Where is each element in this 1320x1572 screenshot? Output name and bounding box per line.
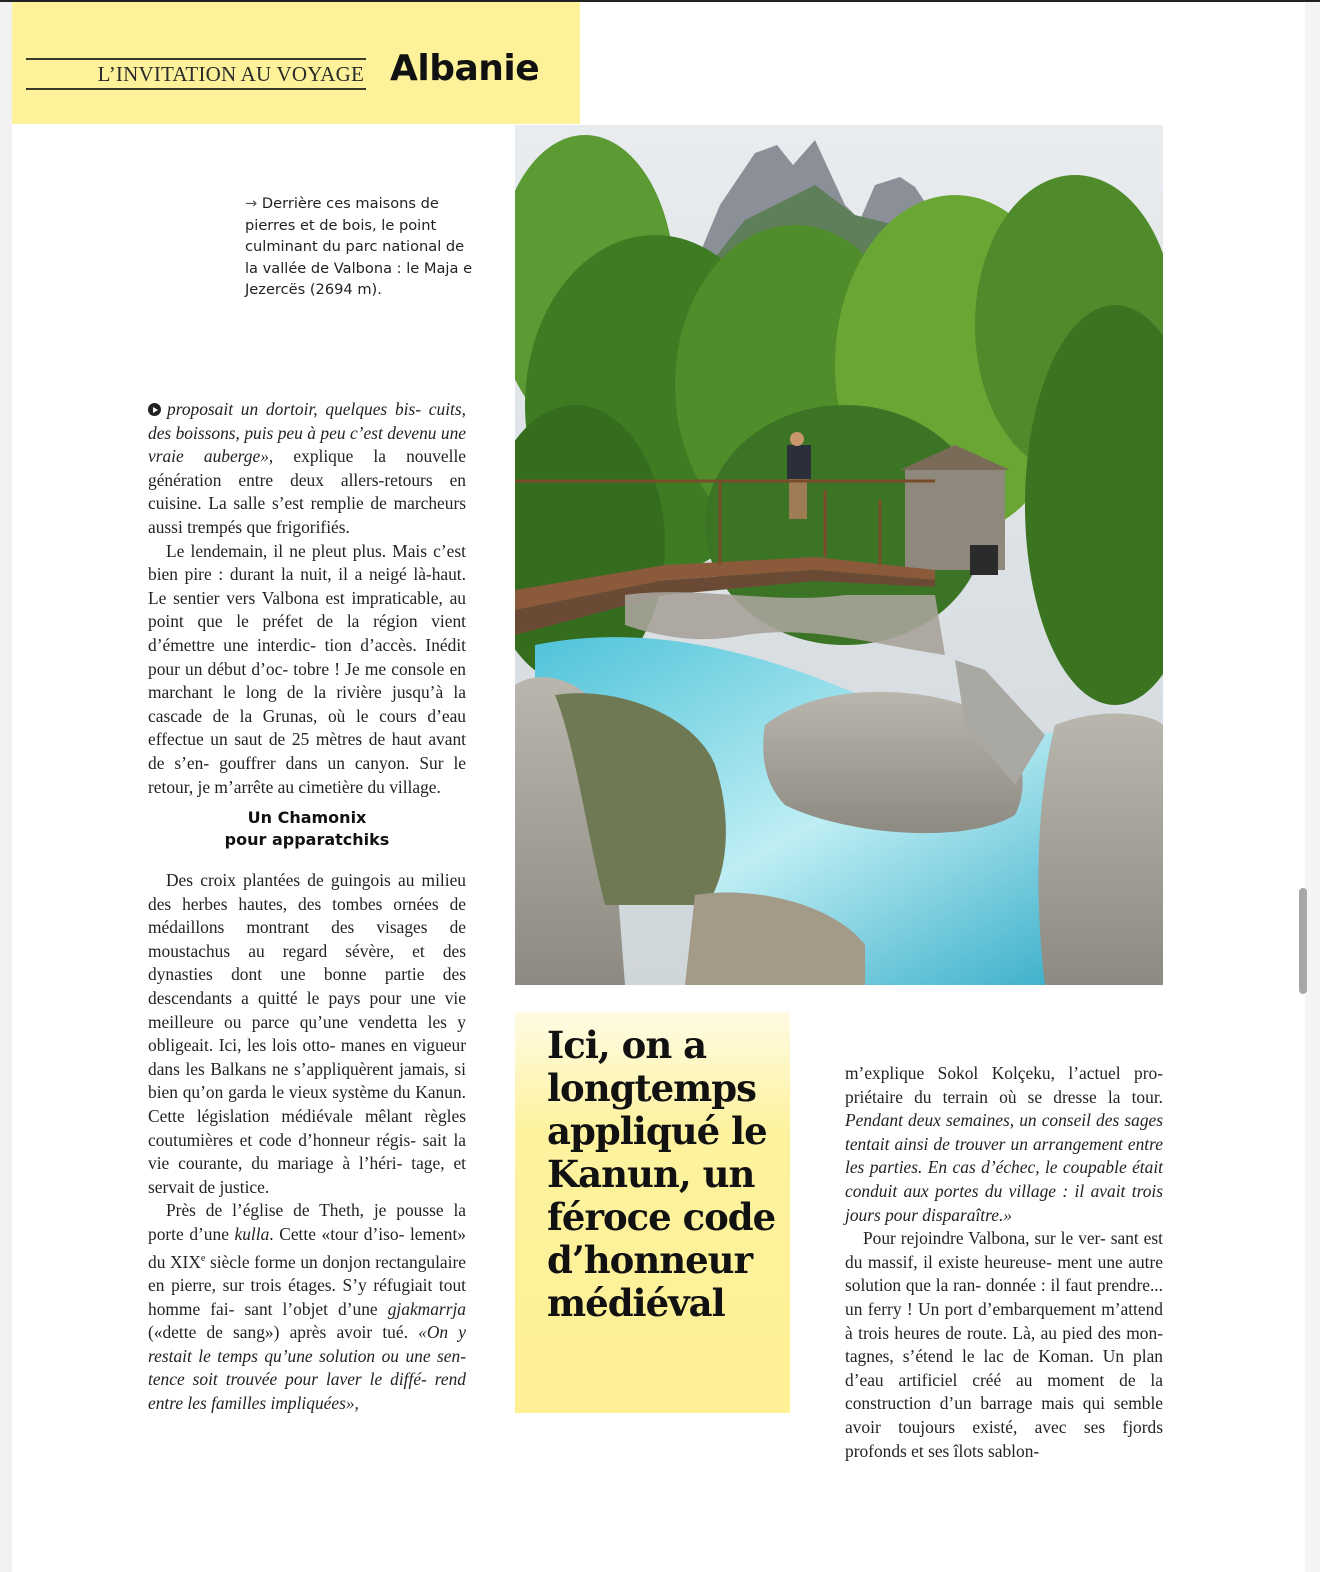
scrollbar-thumb[interactable] <box>1299 888 1307 994</box>
caption-text: Derrière ces maisons de pierres et de bois, le point culminant du parc national de la vallée de Valbona : le Maja e Jezercës (2694 m). <box>245 195 473 299</box>
article-column-right <box>845 1062 1163 1463</box>
subheading-line: pour apparatchiks <box>224 830 390 850</box>
paragraph-text: explique la nouvelle génération entre deux allers-retours en cuisine. La salle s’est remplie de marcheurs aussi trempés que frigorifiés. <box>148 446 466 537</box>
mountain-river-bridge-photo <box>515 125 1163 985</box>
paragraph: Pour rejoindre Valbona, sur le ver- sant est du massif, il existe heureuse- ment une autre solution que la ran- donnée : il faut prendre... un ferry ! Un port d’embarquement m’attend à trois heures de route. Là, au pied des mon- tagnes, s’étend le lac de Koman. Un plan d’eau artificiel créé au moment de la construction d’un barrage mais qui semble avoir toujours existé, avec ses fjords profonds et ses îlots sablon- <box>845 1228 1163 1461</box>
paragraph-text: Près de l’église de Theth, je pousse la porte d’une <box>148 1200 466 1244</box>
term-kulla: kulla <box>234 1224 270 1244</box>
section-kicker <box>26 58 366 90</box>
paragraph <box>148 1199 466 1415</box>
quote-italic: «On y restait le temps qu’une solution ou une sen- tence soit trouvée pour laver le diffé- rend entre les familles impliquées», <box>148 1322 466 1413</box>
quote-italic: proposait un dortoir, quelques bis- cuits, des boissons, puis peu à peu c’est devenu une vraie auberge», <box>148 399 466 467</box>
subheading-line: Un Chamonix <box>247 808 367 828</box>
subheading <box>148 807 466 851</box>
kicker-text: L’INVITATION AU VOYAGE <box>97 62 364 86</box>
continuation-bullet-icon <box>148 403 161 416</box>
paragraph: Le lendemain, il ne pleut plus. Mais c’est bien pire : durant la nuit, il a neigé là-haut. Le sentier vers Valbona est impraticable, au point que le préfet de la région vient d’émettre une interdic- tion d’accès. Inédit pour un début d’oc- tobre ! Je me console en marchant le long de la rivière jusqu’à la cascade de la Grunas, où le cours d’eau effectue un saut de 25 mètres de haut avant de s’en- gouffrer dans un canyon. Sur le retour, je m’arrête au cimetière du village. <box>148 540 466 797</box>
article-column-left <box>148 398 466 1416</box>
pull-quote-box <box>515 1012 790 1413</box>
quote-italic: Pendant deux semaines, un conseil des sages tentait ainsi de trouver un arrangement entre les parties. En cas d’échec, le coupable était conduit aux portes du village : il avait trois jours pour disparaître.» <box>845 1110 1163 1225</box>
pull-quote-text: Ici, on a longtemps appliqué le Kanun, un féroce code d’honneur médiéval <box>547 1023 776 1325</box>
paragraph <box>148 398 466 540</box>
header-band <box>12 2 580 124</box>
scrollbar-track[interactable] <box>1305 2 1320 1572</box>
paragraph-text: siècle forme un donjon rectangulaire en pierre, sur trois étages. S’y réfugiait tout homme fai- sant l’objet d’une <box>148 1251 466 1319</box>
paragraph-text: . Cette «tour d’iso- lement» du XIX <box>148 1224 466 1272</box>
paragraph <box>845 1062 1163 1227</box>
paragraph-text: m’explique Sokol Kolçeku, l’actuel pro- priétaire du terrain où se dresse la tour. <box>845 1063 1163 1107</box>
photo-caption <box>245 193 475 301</box>
paragraph: Des croix plantées de guingois au milieu des herbes hautes, des tombes ornées de médaillons montrant des visages de moustachus au regard sévère, et des dynasties dont une bonne partie des descendants a quitté le pays pour une vie meilleure ou parce qu’une vendetta les y obligeait. Ici, les lois otto- manes en vigueur dans les Balkans ne s’appliquèrent jamais, si bien qu’on garda le vieux système du Kanun. Cette législation médiévale mêlant règles coutumières et code d’honneur régis- sait la vie courante, du mariage à l’héri- tage, et servait de justice. <box>148 870 466 1197</box>
term-gjakmarrja: gjakmarrja <box>387 1298 466 1319</box>
paragraph-text: («dette de sang») après avoir tué. <box>148 1322 408 1343</box>
section-title: Albanie <box>390 48 540 89</box>
right-arrow-icon: → <box>245 195 258 212</box>
superscript: e <box>200 1252 206 1264</box>
